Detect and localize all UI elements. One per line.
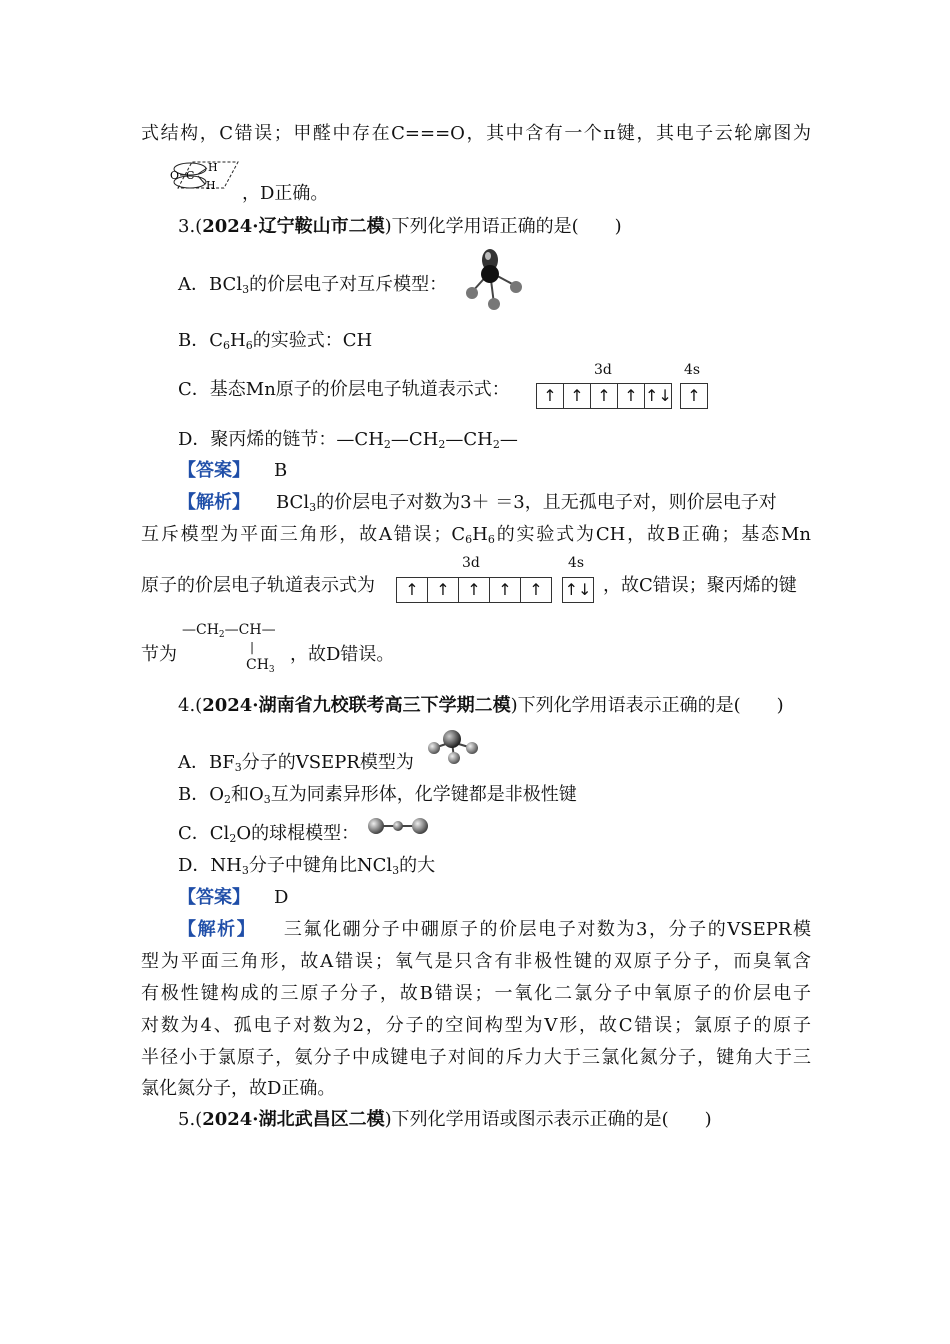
orbital-label-3d: 3d — [462, 555, 480, 571]
option-d: D．$NH_3$分子中键角比NCl$_3$的大 — [178, 855, 436, 877]
option-c: C．$Cl_2O$的球棍模型： — [178, 823, 360, 845]
option-c: C．基态Mn原子的价层电子轨道表示式： — [178, 379, 510, 400]
answer-label: 【答案】 — [178, 887, 250, 908]
formaldehyde-electron-cloud-figure — [168, 158, 240, 192]
orbital-label-3d: 3d — [594, 362, 612, 378]
explanation-line: 【解析】 BCl$_3$的价层电子对数为3＋ ＝3，且无孤电子对，则价层电子对 — [178, 492, 777, 514]
orbital-label-4s: 4s — [568, 555, 585, 571]
orbital-cell: ↑ — [520, 577, 552, 603]
orbital-cell: ↑ — [617, 383, 645, 409]
chain-branch-methyl: $CH_3$ — [246, 657, 275, 675]
orbital-cell: ↑ — [396, 577, 428, 603]
question-number: 3.( — [178, 216, 203, 237]
orbital-cell: ↑ — [536, 383, 564, 409]
orbital-boxes-4s — [562, 577, 593, 603]
orbital-cell: ↑ — [489, 577, 521, 603]
option-b: B．$C_6H_6$的实验式：CH — [178, 330, 373, 352]
explanation-line: 有极性键构成的三原子分子，故B错误；一氧化二氯分子中氧原子的价层电子 — [141, 983, 811, 1004]
orbital-boxes-3d — [536, 383, 671, 409]
orbital-cell: ↑ — [427, 577, 459, 603]
orbital-boxes-3d — [396, 577, 551, 603]
bcl3-vsepr-model-figure — [460, 246, 526, 312]
paragraph-line: 式结构，C错误；甲醛中存在C===O，其中含有一个π键，其电子云轮廓图为 — [141, 123, 811, 144]
orbital-label-4s: 4s — [684, 362, 701, 378]
question-text: )下列化学用语正确的是( ) — [384, 216, 622, 237]
orbital-cell: ↑ — [590, 383, 618, 409]
answer-label: 【答案】 — [178, 460, 250, 481]
atom-o-label: O — [170, 169, 180, 182]
bf3-vsepr-model-figure — [426, 726, 482, 766]
explanation-line: 半径小于氯原子，氨分子中成键电子对间的斥力大于三氯化氮分子，键角大于三 — [141, 1047, 811, 1068]
question-4-stem: 4.(2024·湖南省九校联考高三下学期二模)下列化学用语表示正确的是( ) — [178, 695, 784, 716]
explanation-line: 互斥模型为平面三角形，故A错误；$C_6H_6$的实验式为CH，故B正确；基态Mn — [141, 524, 811, 546]
orbital-cell: ↑↓ — [562, 577, 594, 603]
explanation-line: 节为 — [141, 644, 177, 665]
option-a: A．$BF_3$分子的VSEPR模型为 — [178, 752, 414, 774]
question-3-stem — [178, 215, 622, 239]
explanation-label: 【解析】 — [178, 492, 250, 513]
explanation-label: 【解析】 — [178, 919, 257, 940]
explanation-line: 对数为4、孤电子对数为2，分子的空间构型为V形，故C错误；氯原子的原子 — [141, 1015, 811, 1036]
option-d: D．聚丙烯的链节：$—CH_2—CH_2—CH_2—$ — [178, 429, 518, 451]
atom-h-top-label: H — [208, 161, 218, 174]
chain-branch-bar: | — [250, 640, 255, 654]
explanation-line: 【解析】 三氟化硼分子中硼原子的价层电子对数为3，分子的VSEPR模 — [178, 919, 811, 940]
answer-line — [178, 459, 287, 483]
answer-value: B — [274, 460, 288, 481]
answer-line — [178, 886, 288, 910]
orbital-boxes-4s — [680, 383, 707, 409]
orbital-cell: ↑ — [680, 383, 708, 409]
orbital-cell: ↑ — [458, 577, 490, 603]
atom-c-label: C — [186, 169, 195, 182]
cl2o-ball-stick-model-figure — [366, 815, 430, 837]
polypropylene-chain-top: $—CH_2—CH—$ — [182, 622, 276, 640]
question-5-stem: 5.(2024·湖北武昌区二模)下列化学用语或图示表示正确的是( ) — [178, 1109, 712, 1130]
question-source: 2024·辽宁鞍山市二模 — [202, 216, 385, 237]
atom-h-bottom-label: H — [206, 179, 216, 192]
paragraph-line: ，D正确。 — [242, 183, 329, 204]
option-a: A．BCl$_3$的价层电子对互斥模型： — [178, 274, 448, 296]
explanation-line: 氯化氮分子，故D正确。 — [141, 1078, 336, 1099]
explanation-line: 原子的价层电子轨道表示式为 — [141, 575, 375, 596]
explanation-line: 型为平面三角形，故A错误；氧气是只含有非极性键的双原子分子，而臭氧含 — [141, 951, 811, 972]
orbital-cell: ↑ — [563, 383, 591, 409]
orbital-cell: ↑↓ — [644, 383, 672, 409]
explanation-line: ，故C错误；聚丙烯的键 — [603, 575, 797, 596]
explanation-line: ，故D错误。 — [290, 644, 395, 665]
answer-value: D — [274, 887, 289, 908]
option-b: B．$O_2$和$O_3$互为同素异形体，化学键都是非极性键 — [178, 784, 577, 806]
